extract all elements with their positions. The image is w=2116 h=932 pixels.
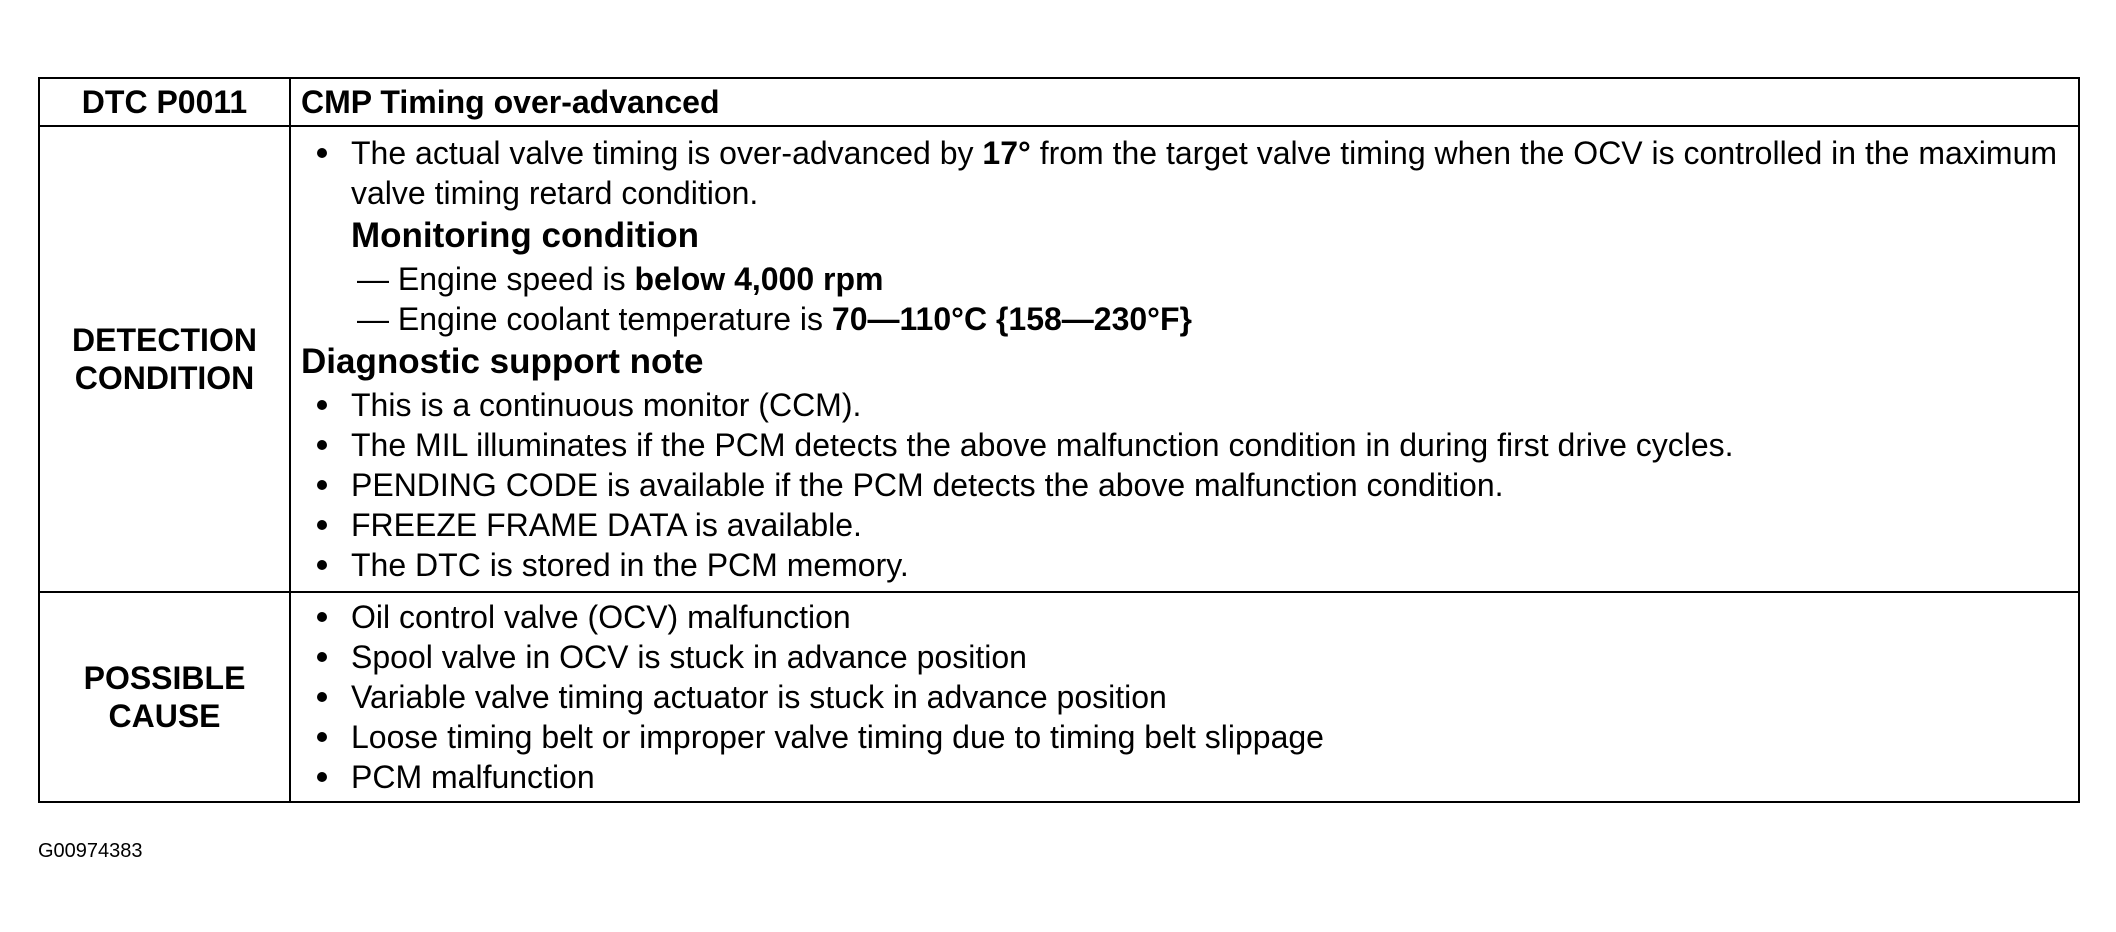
dtc-title: CMP Timing over-advanced [290, 78, 2079, 126]
cause-item: Oil control valve (OCV) malfunction [311, 597, 2068, 637]
bullet-dot-icon [317, 732, 327, 742]
figure-id: G00974383 [38, 840, 143, 862]
dtc-table [38, 77, 2080, 803]
cause-list [311, 597, 2068, 797]
support-item: The MIL illuminates if the PCM detects the above malfunction condition in during first drive cycles. [311, 425, 2068, 465]
monitoring-item: — Engine speed is below 4,000 rpm [357, 261, 884, 297]
bullet-dot-icon [317, 612, 327, 622]
cause-item: Loose timing belt or improper valve timing due to timing belt slippage [311, 717, 2068, 757]
bullet-dot-icon [317, 480, 327, 490]
bullet-dot-icon [317, 520, 327, 530]
bullet-dot-icon [317, 440, 327, 450]
support-item: FREEZE FRAME DATA is available. [311, 505, 2068, 545]
bullet-dot-icon [317, 560, 327, 570]
header-row [39, 78, 2079, 126]
dtc-code: DTC P0011 [39, 78, 290, 126]
detection-row [39, 126, 2079, 592]
bullet-dot-icon [317, 652, 327, 662]
detection-content [290, 126, 2079, 592]
support-item: The DTC is stored in the PCM memory. [311, 545, 2068, 585]
cause-item: PCM malfunction [311, 757, 2068, 797]
detection-label [39, 126, 290, 592]
support-list [311, 385, 2068, 585]
possible-cause-label-line1: POSSIBLE [83, 660, 246, 696]
monitoring-heading: Monitoring condition [351, 216, 699, 255]
possible-cause-row [39, 592, 2079, 802]
bullet-dot-icon [317, 772, 327, 782]
bullet-dot-icon [317, 400, 327, 410]
cause-item: Variable valve timing actuator is stuck in advance position [311, 677, 2068, 717]
support-item: This is a continuous monitor (CCM). [311, 385, 2068, 425]
detection-main-bullet: The actual valve timing is over-advanced by 17° from the target valve timing when the OCV is controlled in the maximum valve timing retard condition. [311, 133, 2068, 213]
support-heading: Diagnostic support note [301, 342, 704, 381]
possible-cause-content [290, 592, 2079, 802]
support-item: PENDING CODE is available if the PCM detects the above malfunction condition. [311, 465, 2068, 505]
possible-cause-label [39, 592, 290, 802]
cause-item: Spool valve in OCV is stuck in advance position [311, 637, 2068, 677]
bullet-dot-icon [317, 148, 327, 158]
possible-cause-label-line2: CAUSE [108, 698, 221, 734]
detection-main-list [311, 133, 2068, 213]
detection-label-line2: CONDITION [74, 360, 255, 396]
detection-label-line1: DETECTION [72, 322, 257, 358]
monitoring-item: — Engine coolant temperature is 70—110°C {158—230°F} [357, 301, 1192, 337]
bullet-dot-icon [317, 692, 327, 702]
